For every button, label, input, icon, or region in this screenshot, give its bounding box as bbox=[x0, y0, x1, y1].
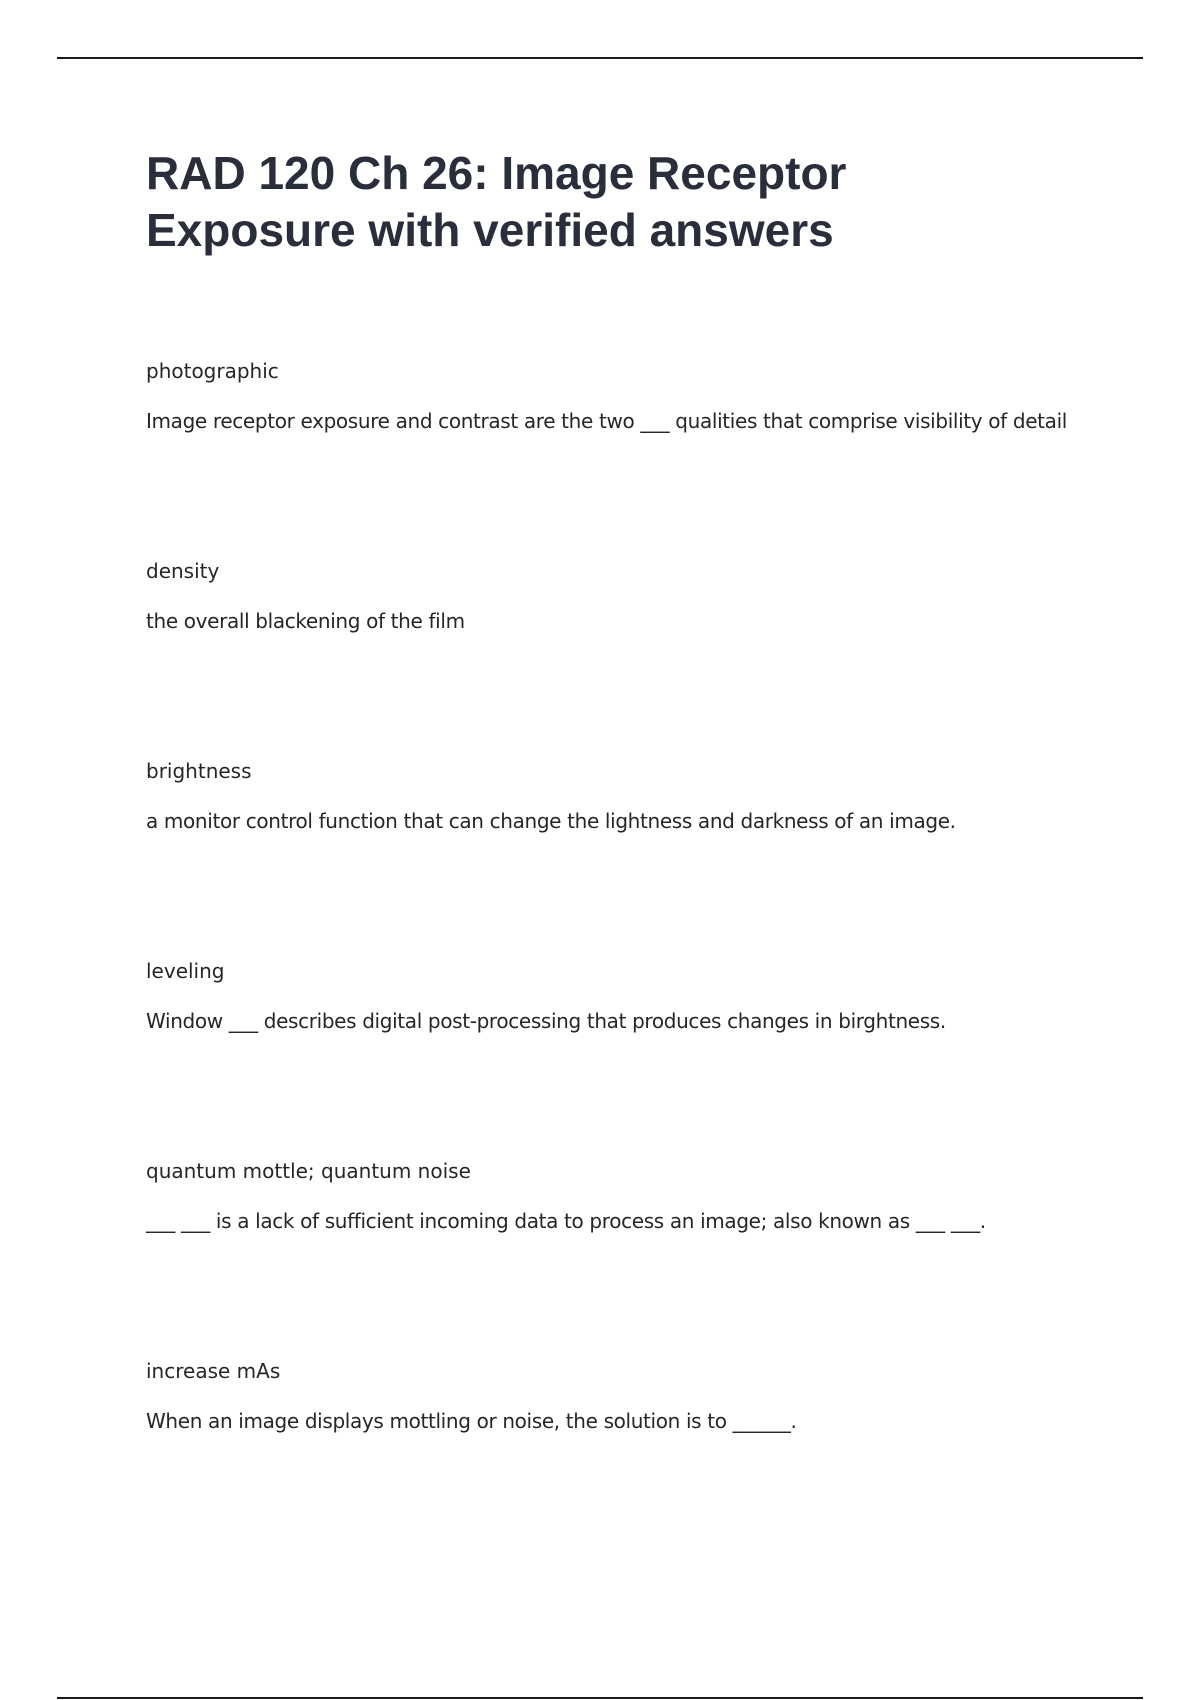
flashcard bbox=[146, 1355, 1106, 1555]
card-definition: a monitor control function that can change the lightness and darkness of an image. bbox=[146, 809, 956, 833]
card-definition: When an image displays mottling or noise, the solution is to ______. bbox=[146, 1409, 797, 1433]
flashcard-list bbox=[146, 355, 1106, 1555]
flashcard bbox=[146, 355, 1106, 555]
flashcard bbox=[146, 555, 1106, 755]
top-rule bbox=[57, 57, 1143, 59]
card-definition: ___ ___ is a lack of sufficient incoming data to process an image; also known as ___ ___. bbox=[146, 1209, 986, 1233]
flashcard bbox=[146, 955, 1106, 1155]
card-definition: Window ___ describes digital post-processing that produces changes in birghtness. bbox=[146, 1009, 946, 1033]
card-term: brightness bbox=[146, 759, 252, 783]
card-definition: the overall blackening of the film bbox=[146, 609, 465, 633]
card-term: density bbox=[146, 559, 220, 583]
card-term: leveling bbox=[146, 959, 225, 983]
bottom-rule bbox=[57, 1697, 1143, 1699]
card-term: quantum mottle; quantum noise bbox=[146, 1159, 471, 1183]
flashcard bbox=[146, 1155, 1106, 1355]
card-term: increase mAs bbox=[146, 1359, 281, 1383]
flashcard bbox=[146, 755, 1106, 955]
card-definition: Image receptor exposure and contrast are the two ___ qualities that comprise visibility of detail bbox=[146, 409, 1067, 433]
card-term: photographic bbox=[146, 359, 279, 383]
document-title: RAD 120 Ch 26: Image Receptor Exposure with verified answers bbox=[146, 147, 847, 256]
